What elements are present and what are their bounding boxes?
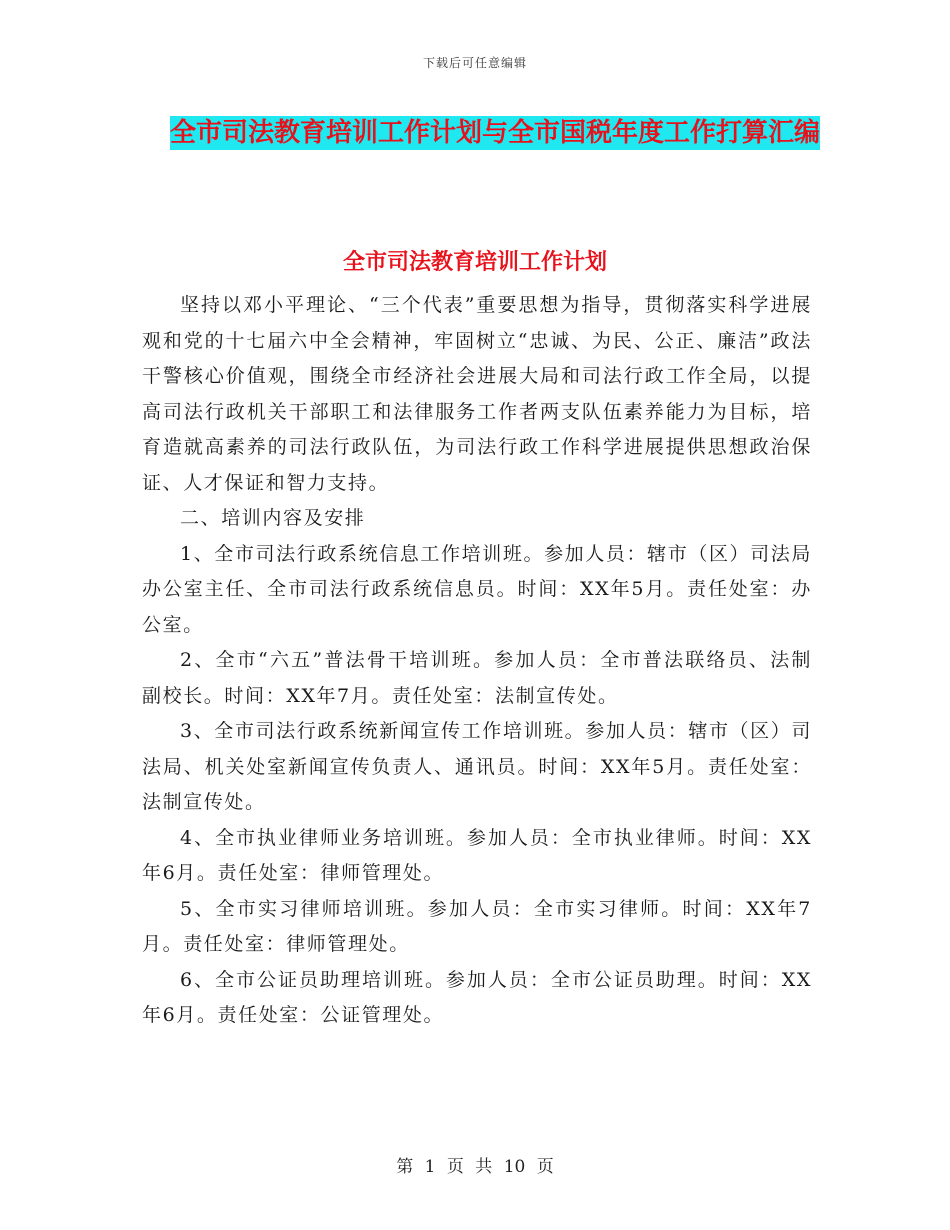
document-title-text: 全市司法教育培训工作计划与全市国税年度工作打算汇编 [170, 118, 821, 148]
page-number-footer: 第 1 页 共 10 页 [396, 1157, 554, 1177]
paragraph-item: 2、全市“六五”普法骨干培训班。参加人员：全市普法联络员、法制副校长。时间：XX年7月。责任处室：法制宣传处。 [142, 649, 812, 707]
paragraph-item: 5、全市实习律师培训班。参加人员：全市实习律师。时间：XX年7月。责任处室：律师管理处。 [142, 897, 812, 955]
header-note: 下载后可任意编辑 [422, 56, 527, 70]
document-body [142, 288, 812, 1034]
paragraph-intro: 坚持以邓小平理论、“三个代表”重要思想为指导，贯彻落实科学进展观和党的十七届六中全会精神，牢固树立“忠诚、为民、公正、廉洁”政法干警核心价值观，围绕全市经济社会进展大局和司法行政工作全局，以提高司法行政机关干部职工和法律服务工作者两支队伍素养能力为目标，培育造就高素养的司法行政队伍，为司法行政工作科学进展提供思想政治保证、人才保证和智力支持。 [142, 294, 812, 494]
document-title [170, 110, 820, 156]
paragraph-item: 1、全市司法行政系统信息工作培训班。参加人员：辖市（区）司法局办公室主任、全市司法行政系统信息员。时间：XX年5月。责任处室：办公室。 [142, 542, 812, 636]
paragraph-item: 6、全市公证员助理培训班。参加人员：全市公证员助理。时间：XX年6月。责任处室：公证管理处。 [142, 968, 812, 1026]
paragraph-item: 3、全市司法行政系统新闻宣传工作培训班。参加人员：辖市（区）司法局、机关处室新闻宣传负责人、通讯员。时间：XX年5月。责任处室：法制宣传处。 [142, 720, 812, 813]
section-title: 全市司法教育培训工作计划 [342, 250, 607, 275]
paragraph-heading-training: 二、培训内容及安排 [180, 507, 366, 529]
paragraph-item: 4、全市执业律师业务培训班。参加人员：全市执业律师。时间：XX年6月。责任处室：律师管理处。 [142, 826, 812, 884]
